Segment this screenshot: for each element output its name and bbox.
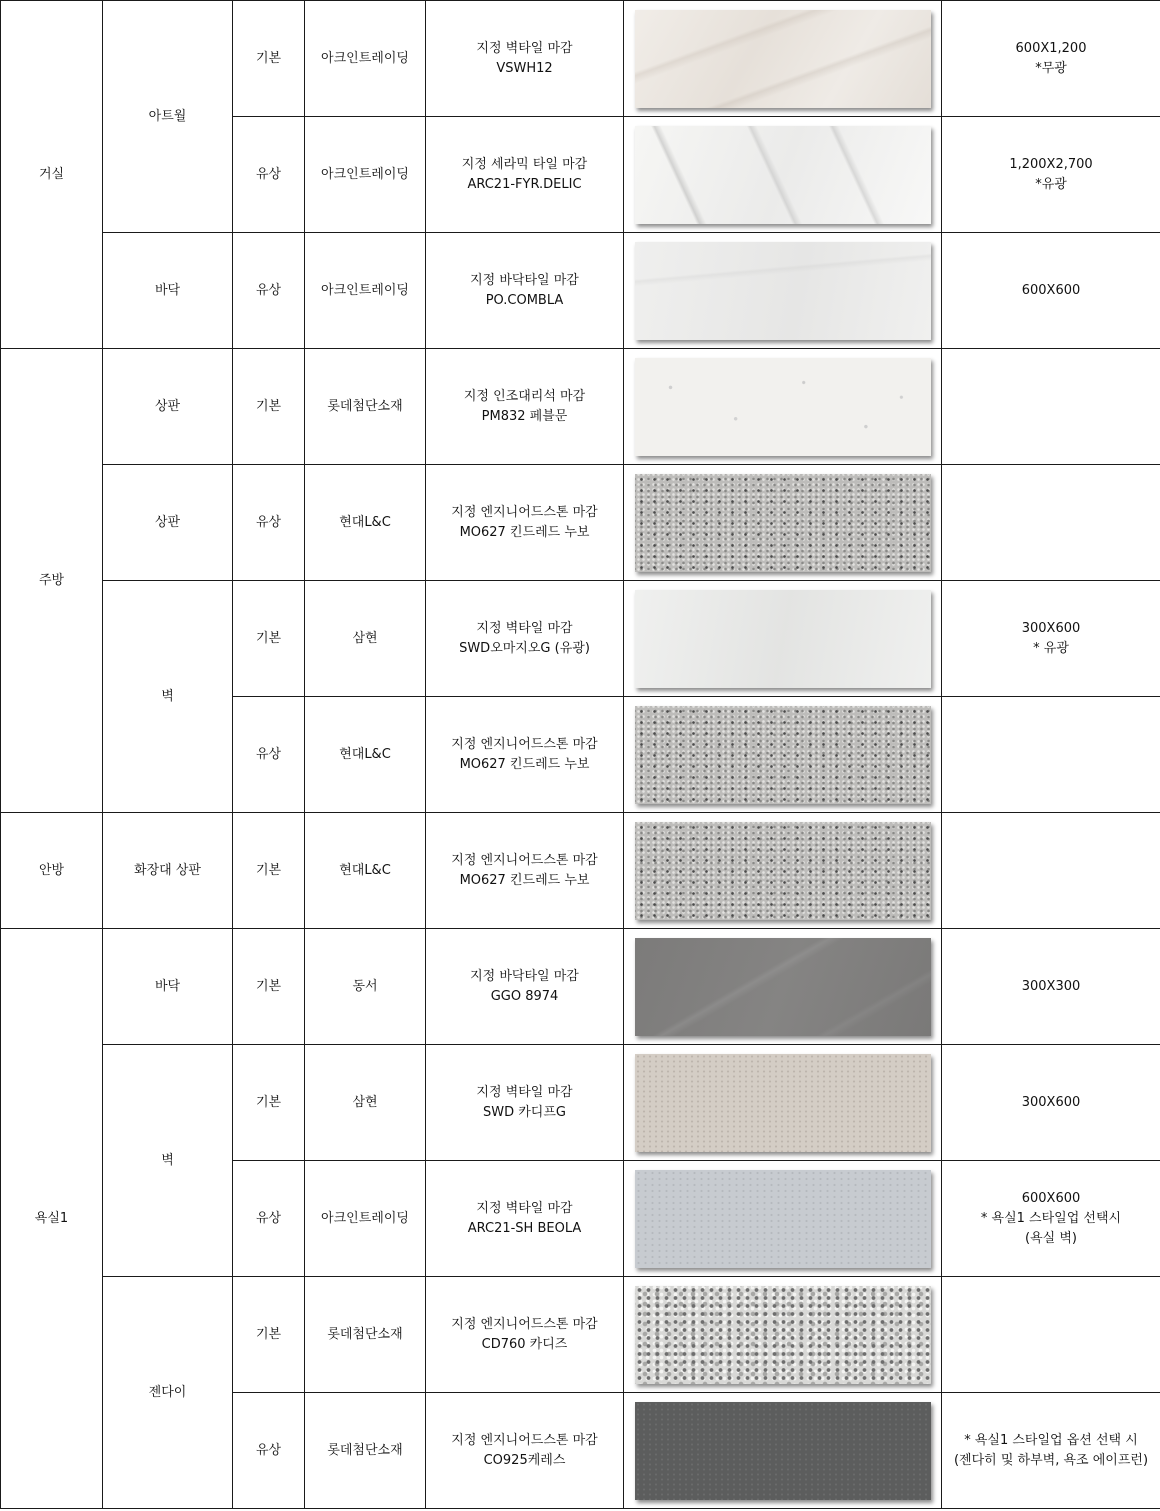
product-cell bbox=[426, 349, 624, 465]
note-line: 300X300 bbox=[1021, 978, 1081, 994]
note-cell bbox=[942, 1045, 1160, 1161]
material-swatch bbox=[635, 590, 931, 688]
grade-cell: 기본 bbox=[233, 929, 305, 1045]
product-name: 지정 세라믹 타일 마감 bbox=[461, 156, 588, 172]
note-cell bbox=[942, 697, 1160, 813]
note-cell bbox=[942, 349, 1160, 465]
grade-cell: 기본 bbox=[233, 349, 305, 465]
note-cell bbox=[942, 117, 1160, 233]
material-swatch bbox=[635, 242, 931, 340]
product-code: ARC21-FYR.DELIC bbox=[467, 176, 582, 192]
product-cell bbox=[426, 1, 624, 117]
product-name: 지정 엔지니어드스톤 마감 bbox=[451, 504, 598, 520]
table-row bbox=[1, 233, 1160, 349]
note-line: 1,200X2,700 bbox=[1009, 156, 1093, 172]
product-code: PM832 페블문 bbox=[481, 408, 568, 424]
product-name: 지정 바닥타일 마감 bbox=[470, 968, 579, 984]
swatch-cell bbox=[624, 465, 942, 581]
grade-cell: 유상 bbox=[233, 697, 305, 813]
location-cell: 상판 bbox=[103, 349, 233, 465]
material-swatch bbox=[635, 938, 931, 1036]
material-swatch bbox=[635, 126, 931, 224]
product-code: CD760 카디즈 bbox=[481, 1336, 568, 1352]
note-line: 300X600 bbox=[1021, 1094, 1081, 1110]
product-cell bbox=[426, 1393, 624, 1509]
note-cell bbox=[942, 581, 1160, 697]
product-cell bbox=[426, 233, 624, 349]
material-swatch bbox=[635, 1402, 931, 1500]
swatch-cell bbox=[624, 233, 942, 349]
material-swatch bbox=[635, 1170, 931, 1268]
grade-cell: 유상 bbox=[233, 465, 305, 581]
swatch-cell bbox=[624, 349, 942, 465]
note-cell bbox=[942, 465, 1160, 581]
note-line: 600X1,200 bbox=[1015, 40, 1087, 56]
swatch-cell bbox=[624, 1393, 942, 1509]
room-cell: 거실 bbox=[1, 1, 103, 349]
note-line: (젠다히 및 하부벽, 욕조 에이프런) bbox=[953, 1452, 1149, 1468]
product-cell bbox=[426, 697, 624, 813]
supplier-cell: 현대L&C bbox=[305, 465, 426, 581]
grade-cell: 유상 bbox=[233, 1161, 305, 1277]
location-cell: 상판 bbox=[103, 465, 233, 581]
grade-cell: 유상 bbox=[233, 117, 305, 233]
note-line: 300X600 bbox=[1021, 620, 1081, 636]
location-cell: 바닥 bbox=[103, 233, 233, 349]
swatch-cell bbox=[624, 117, 942, 233]
grade-cell: 기본 bbox=[233, 581, 305, 697]
product-name: 지정 벽타일 마감 bbox=[476, 40, 573, 56]
swatch-cell bbox=[624, 1045, 942, 1161]
note-line: * 유광 bbox=[1033, 640, 1069, 656]
note-cell bbox=[942, 233, 1160, 349]
product-code: MO627 킨드레드 누보 bbox=[459, 756, 590, 772]
note-line: 600X600 bbox=[1021, 282, 1081, 298]
supplier-cell: 현대L&C bbox=[305, 813, 426, 929]
supplier-cell: 아크인트레이딩 bbox=[305, 1, 426, 117]
note-line: * 욕실1 스타일업 선택시 bbox=[980, 1210, 1122, 1226]
product-code: GGO 8974 bbox=[490, 988, 559, 1004]
product-code: MO627 킨드레드 누보 bbox=[459, 872, 590, 888]
room-cell: 주방 bbox=[1, 349, 103, 813]
product-code: ARC21-SH BEOLA bbox=[467, 1220, 582, 1236]
product-name: 지정 바닥타일 마감 bbox=[470, 272, 579, 288]
material-swatch bbox=[635, 358, 931, 456]
product-cell bbox=[426, 929, 624, 1045]
note-cell bbox=[942, 1393, 1160, 1509]
product-code: VSWH12 bbox=[496, 60, 553, 76]
supplier-cell: 아크인트레이딩 bbox=[305, 1161, 426, 1277]
material-swatch bbox=[635, 1286, 931, 1384]
note-cell bbox=[942, 1161, 1160, 1277]
supplier-cell: 현대L&C bbox=[305, 697, 426, 813]
swatch-cell bbox=[624, 1277, 942, 1393]
location-cell: 벽 bbox=[103, 1045, 233, 1277]
note-cell bbox=[942, 813, 1160, 929]
location-cell: 젠다이 bbox=[103, 1277, 233, 1509]
supplier-cell: 아크인트레이딩 bbox=[305, 117, 426, 233]
material-swatch bbox=[635, 474, 931, 572]
grade-cell: 기본 bbox=[233, 1, 305, 117]
product-cell bbox=[426, 1045, 624, 1161]
product-code: SWD오마지오G (유광) bbox=[459, 640, 590, 656]
swatch-cell bbox=[624, 1, 942, 117]
supplier-cell: 아크인트레이딩 bbox=[305, 233, 426, 349]
note-cell bbox=[942, 929, 1160, 1045]
note-line: *무광 bbox=[1035, 60, 1067, 76]
product-code: MO627 킨드레드 누보 bbox=[459, 524, 590, 540]
supplier-cell: 롯데첨단소재 bbox=[305, 1393, 426, 1509]
supplier-cell: 롯데첨단소재 bbox=[305, 349, 426, 465]
product-name: 지정 엔지니어드스톤 마감 bbox=[451, 1432, 598, 1448]
table-row bbox=[1, 929, 1160, 1045]
supplier-cell: 동서 bbox=[305, 929, 426, 1045]
product-name: 지정 엔지니어드스톤 마감 bbox=[451, 1316, 598, 1332]
material-swatch bbox=[635, 1054, 931, 1152]
product-cell bbox=[426, 1161, 624, 1277]
note-line: 600X600 bbox=[1021, 1190, 1081, 1206]
swatch-cell bbox=[624, 581, 942, 697]
note-cell bbox=[942, 1277, 1160, 1393]
product-cell bbox=[426, 581, 624, 697]
product-code: SWD 카디프G bbox=[483, 1104, 566, 1120]
grade-cell: 유상 bbox=[233, 1393, 305, 1509]
supplier-cell: 삼현 bbox=[305, 1045, 426, 1161]
supplier-cell: 롯데첨단소재 bbox=[305, 1277, 426, 1393]
note-line: *유광 bbox=[1035, 176, 1067, 192]
supplier-cell: 삼현 bbox=[305, 581, 426, 697]
location-cell: 화장대 상판 bbox=[103, 813, 233, 929]
product-code: PO.COMBLA bbox=[485, 292, 564, 308]
note-cell bbox=[942, 1, 1160, 117]
material-swatch bbox=[635, 706, 931, 804]
swatch-cell bbox=[624, 813, 942, 929]
table-row bbox=[1, 349, 1160, 465]
product-cell bbox=[426, 465, 624, 581]
product-name: 지정 엔지니어드스톤 마감 bbox=[451, 852, 598, 868]
location-cell: 벽 bbox=[103, 581, 233, 813]
note-line: * 욕실1 스타일업 옵션 선택 시 bbox=[964, 1432, 1138, 1448]
swatch-cell bbox=[624, 929, 942, 1045]
product-name: 지정 벽타일 마감 bbox=[476, 1084, 573, 1100]
table-row bbox=[1, 813, 1160, 929]
product-name: 지정 엔지니어드스톤 마감 bbox=[451, 736, 598, 752]
product-cell bbox=[426, 117, 624, 233]
product-code: CO925케레스 bbox=[483, 1452, 566, 1468]
grade-cell: 기본 bbox=[233, 813, 305, 929]
swatch-cell bbox=[624, 697, 942, 813]
product-name: 지정 벽타일 마감 bbox=[476, 1200, 573, 1216]
table-row bbox=[1, 581, 1160, 697]
location-cell: 바닥 bbox=[103, 929, 233, 1045]
swatch-cell bbox=[624, 1161, 942, 1277]
material-swatch bbox=[635, 10, 931, 108]
grade-cell: 유상 bbox=[233, 233, 305, 349]
product-cell bbox=[426, 813, 624, 929]
grade-cell: 기본 bbox=[233, 1277, 305, 1393]
location-cell: 아트월 bbox=[103, 1, 233, 233]
table-row bbox=[1, 1045, 1160, 1161]
product-name: 지정 벽타일 마감 bbox=[476, 620, 573, 636]
table-row bbox=[1, 1277, 1160, 1393]
material-swatch bbox=[635, 822, 931, 920]
room-cell: 욕실1 bbox=[1, 929, 103, 1509]
product-cell bbox=[426, 1277, 624, 1393]
room-cell: 안방 bbox=[1, 813, 103, 929]
table-row bbox=[1, 465, 1160, 581]
table-row bbox=[1, 1, 1160, 117]
note-line: (욕실 벽) bbox=[1025, 1230, 1077, 1246]
product-name: 지정 인조대리석 마감 bbox=[463, 388, 586, 404]
grade-cell: 기본 bbox=[233, 1045, 305, 1161]
